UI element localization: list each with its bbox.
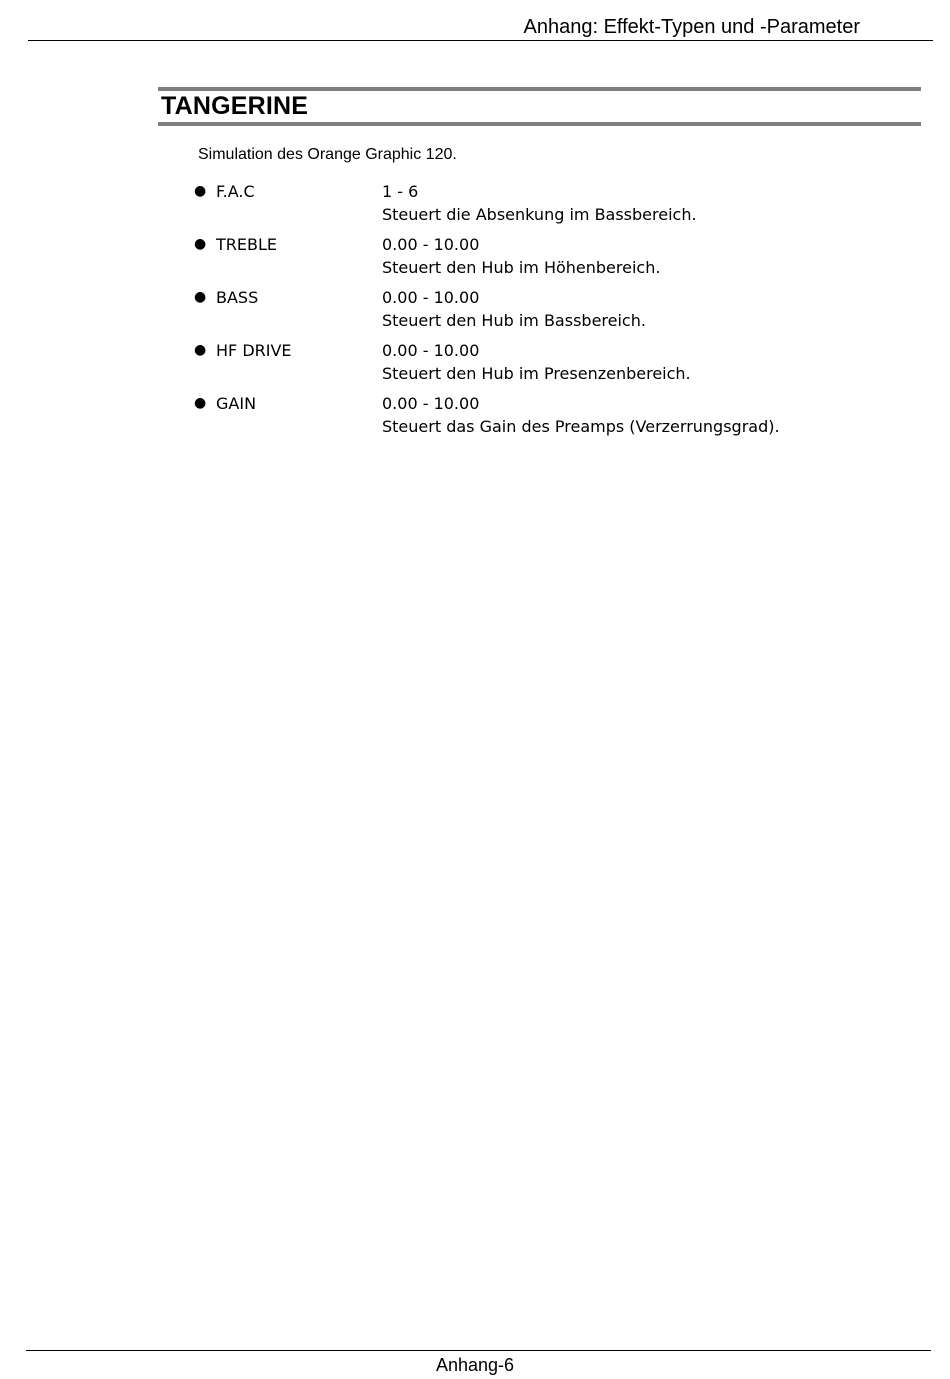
header-divider	[28, 40, 933, 41]
parameter-description: Steuert den Hub im Presenzenbereich.	[382, 364, 691, 383]
parameter-item-gain	[194, 392, 894, 445]
parameter-name: GAIN	[216, 394, 257, 413]
parameter-range: 1 - 6	[382, 182, 419, 201]
bullet-icon: ●	[194, 289, 207, 305]
parameter-name: TREBLE	[216, 235, 277, 254]
parameter-description: Steuert die Absenkung im Bassbereich.	[382, 205, 697, 224]
footer-divider	[26, 1350, 931, 1351]
parameter-range: 0.00 - 10.00	[382, 394, 480, 413]
bullet-icon: ●	[194, 183, 207, 199]
parameter-item-hf-drive	[194, 339, 894, 392]
parameter-description: Steuert den Hub im Höhenbereich.	[382, 258, 661, 277]
page-header-title: Anhang: Effekt-Typen und -Parameter	[523, 16, 860, 38]
parameter-name: HF DRIVE	[216, 341, 292, 360]
section-intro: Simulation des Orange Graphic 120.	[198, 146, 457, 163]
section-title: TANGERINE	[161, 92, 309, 120]
parameter-item-treble	[194, 233, 894, 286]
section-bottom-bar	[158, 122, 921, 126]
bullet-icon: ●	[194, 342, 207, 358]
parameter-range: 0.00 - 10.00	[382, 235, 480, 254]
parameter-item-fac	[194, 180, 894, 233]
parameter-item-bass	[194, 286, 894, 339]
bullet-icon: ●	[194, 236, 207, 252]
page-number: Anhang-6	[435, 1355, 515, 1375]
parameter-range: 0.00 - 10.00	[382, 341, 480, 360]
bullet-icon: ●	[194, 395, 207, 411]
parameter-name: F.A.C	[216, 182, 255, 201]
parameter-name: BASS	[216, 288, 259, 307]
parameter-description: Steuert das Gain des Preamps (Verzerrungsgrad).	[382, 417, 780, 436]
parameter-list	[194, 180, 894, 445]
parameter-range: 0.00 - 10.00	[382, 288, 480, 307]
parameter-description: Steuert den Hub im Bassbereich.	[382, 311, 646, 330]
